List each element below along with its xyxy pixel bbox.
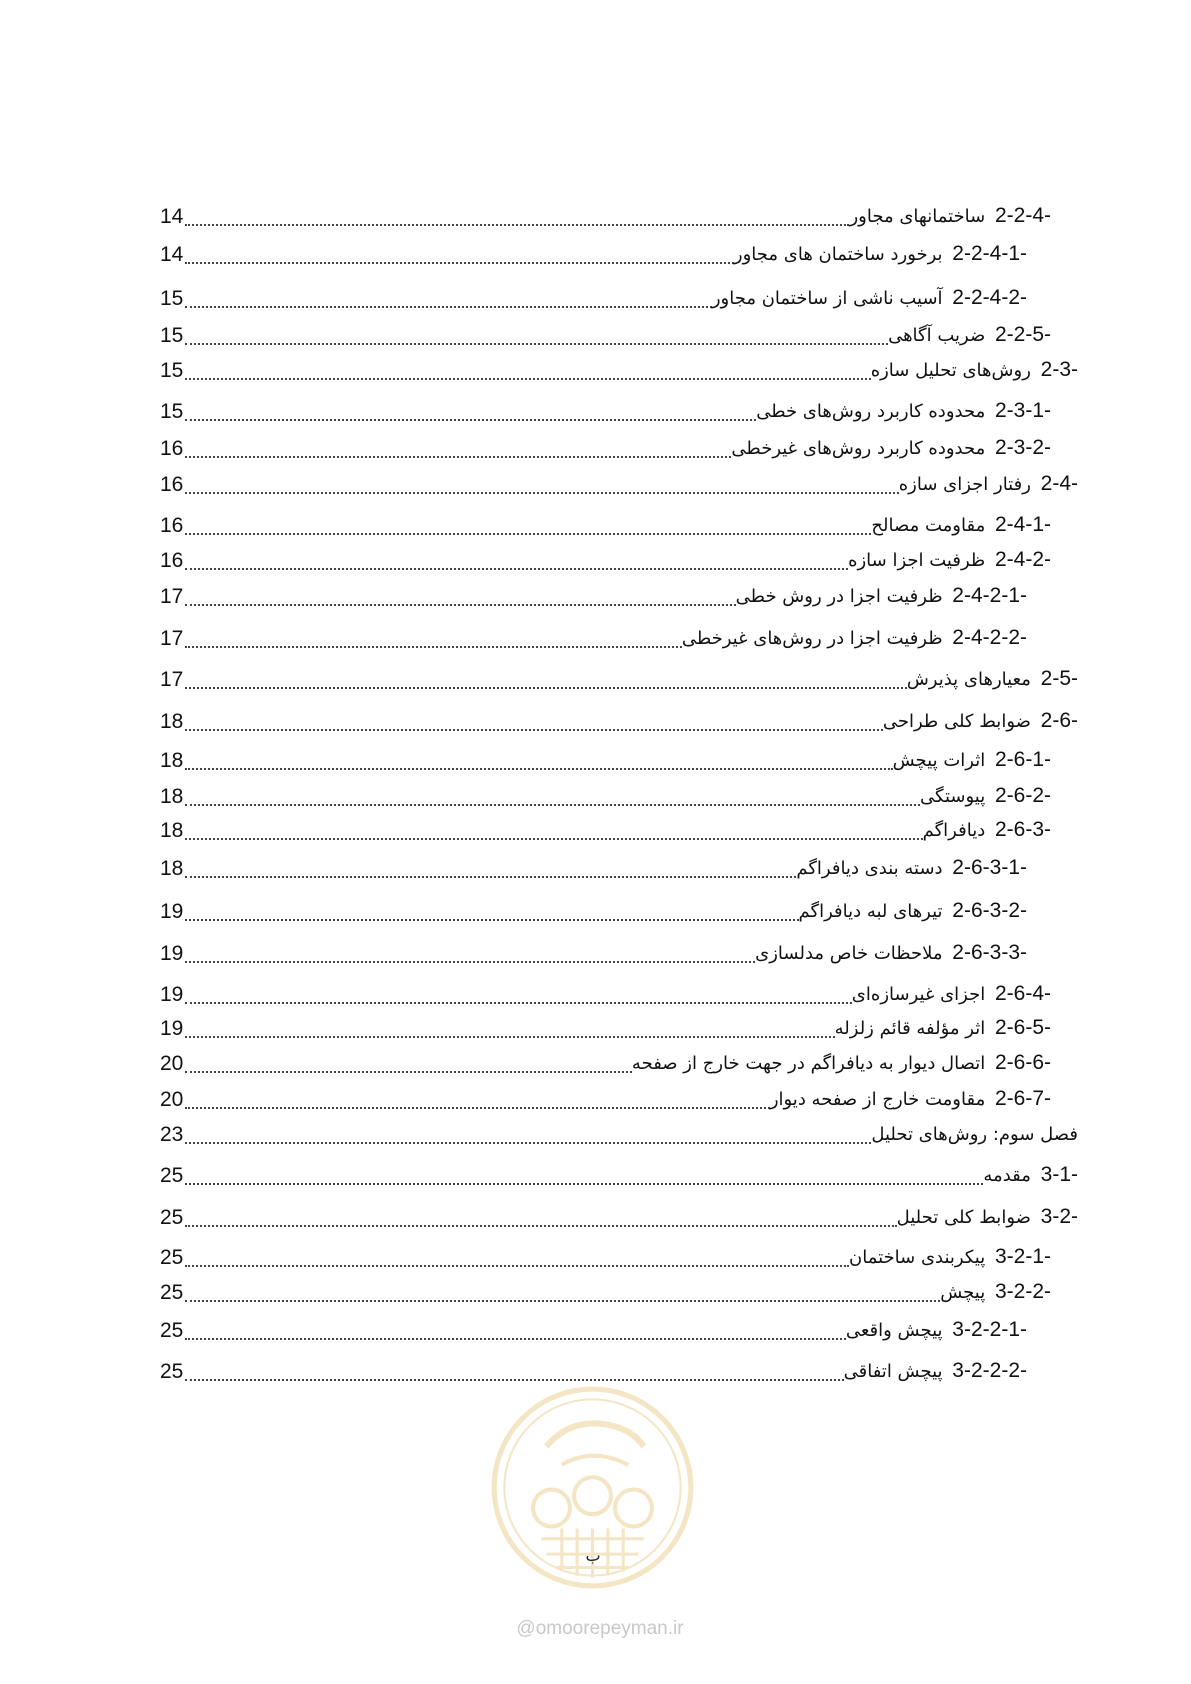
section-title: ضریب آگاهی bbox=[888, 325, 986, 346]
toc-entry-title bbox=[983, 1160, 1078, 1191]
toc-entry-title bbox=[755, 938, 1027, 969]
section-number: 2-4-2-2- bbox=[952, 626, 1027, 649]
section-title: دسته بندی دیافراگم bbox=[796, 858, 943, 879]
toc-page-number: 25 bbox=[160, 1281, 184, 1304]
toc-entry[interactable] bbox=[160, 850, 1027, 884]
dot-leader bbox=[185, 804, 920, 806]
section-number: 2-6-6- bbox=[994, 1051, 1051, 1074]
dot-leader bbox=[185, 224, 849, 226]
page-number-letter: ب bbox=[585, 1546, 601, 1565]
toc-entry[interactable] bbox=[160, 1010, 1051, 1044]
toc-entry-chapter[interactable] bbox=[160, 1116, 1078, 1150]
toc-page-number: 17 bbox=[160, 627, 184, 650]
toc-page-number: 23 bbox=[160, 1123, 184, 1146]
dot-leader bbox=[185, 533, 871, 535]
chapter-title: فصل سوم: روش‌های تحلیل bbox=[871, 1124, 1078, 1145]
dot-leader bbox=[185, 262, 734, 264]
section-number: 2-6-3-3- bbox=[952, 941, 1027, 964]
toc-page-number: 18 bbox=[160, 857, 184, 880]
section-number: 2-6-5- bbox=[994, 1016, 1051, 1039]
toc-entry[interactable] bbox=[160, 430, 1051, 464]
section-title: پیوستگی bbox=[920, 786, 986, 807]
dot-leader bbox=[185, 1225, 896, 1227]
section-title: پیچش اتفاقی bbox=[843, 1361, 943, 1382]
toc-page-number: 19 bbox=[160, 942, 184, 965]
toc-page-number: 15 bbox=[160, 324, 184, 347]
toc-page-number: 16 bbox=[160, 473, 184, 496]
toc-entry[interactable] bbox=[160, 393, 1051, 427]
section-number: 2-2-4- bbox=[994, 204, 1051, 227]
toc-page-number: 20 bbox=[160, 1088, 184, 1111]
toc-entry-title bbox=[846, 1315, 1027, 1346]
section-title: محدوده کاربرد روش‌های خطی bbox=[756, 401, 986, 422]
dot-leader bbox=[185, 604, 735, 606]
toc-entry-title bbox=[835, 1013, 1051, 1044]
section-title: مقاومت خارج از صفحه دیوار bbox=[769, 1089, 986, 1110]
toc-entry[interactable] bbox=[160, 976, 1051, 1010]
toc-entry[interactable] bbox=[160, 812, 1051, 846]
dot-leader bbox=[185, 343, 888, 345]
toc-entry[interactable] bbox=[160, 1274, 1051, 1308]
dot-leader bbox=[185, 1379, 843, 1381]
toc-page-number: 16 bbox=[160, 514, 184, 537]
section-title: ضوابط کلی تحلیل bbox=[896, 1207, 1031, 1228]
dot-leader bbox=[185, 1142, 871, 1144]
toc-entry[interactable] bbox=[160, 236, 1027, 270]
dot-leader bbox=[185, 456, 731, 458]
toc-entry-title bbox=[712, 283, 1027, 314]
section-number: 2-2-4-2- bbox=[952, 286, 1027, 309]
dot-leader bbox=[185, 1071, 632, 1073]
toc-page-number: 14 bbox=[160, 243, 184, 266]
toc-entry-title bbox=[632, 1048, 1051, 1079]
toc-entry-title bbox=[799, 896, 1027, 927]
toc-page-number: 19 bbox=[160, 983, 184, 1006]
section-title: اتصال دیوار به دیافراگم در جهت خارج از صفحه bbox=[631, 1053, 986, 1074]
toc-entry-title bbox=[897, 1202, 1078, 1233]
section-number: 2-2-4-1- bbox=[952, 242, 1027, 265]
toc-entry-title bbox=[844, 1356, 1027, 1387]
section-number: 3-2-2- bbox=[994, 1280, 1051, 1303]
toc-entry[interactable] bbox=[160, 661, 1078, 695]
toc-entry[interactable] bbox=[160, 1081, 1051, 1115]
toc-page-number: 18 bbox=[160, 819, 184, 842]
dot-leader bbox=[185, 1183, 983, 1185]
section-title: روش‌های تحلیل سازه bbox=[870, 360, 1031, 381]
section-title: تیرهای لبه دیافراگم bbox=[798, 901, 943, 922]
toc-entry[interactable] bbox=[160, 1353, 1027, 1387]
section-number: 2-6-3-2- bbox=[952, 899, 1027, 922]
toc-entry-title bbox=[770, 1084, 1051, 1115]
toc-page-number: 16 bbox=[160, 549, 184, 572]
section-title: برخورد ساختمان های مجاور bbox=[733, 244, 943, 265]
toc-entry-title bbox=[940, 1277, 1051, 1308]
toc-page-number: 19 bbox=[160, 1017, 184, 1040]
toc-page-number: 25 bbox=[160, 1246, 184, 1269]
section-number: 3-2-2-1- bbox=[952, 1318, 1027, 1341]
section-number: 2-3-1- bbox=[994, 399, 1051, 422]
section-title: محدوده کاربرد روش‌های غیرخطی bbox=[731, 438, 986, 459]
toc-entry[interactable] bbox=[160, 935, 1027, 969]
section-number: 2-6-2- bbox=[994, 784, 1051, 807]
section-title: معیارهای پذیرش bbox=[906, 669, 1031, 690]
toc-entry-title bbox=[731, 433, 1051, 464]
dot-leader bbox=[185, 687, 906, 689]
section-number: 2-4-1- bbox=[994, 513, 1051, 536]
dot-leader bbox=[185, 1265, 849, 1267]
dot-leader bbox=[185, 568, 848, 570]
toc-entry-title bbox=[682, 623, 1027, 654]
toc-entry[interactable] bbox=[160, 1157, 1078, 1191]
toc-entry[interactable] bbox=[160, 317, 1051, 351]
toc-page-number: 18 bbox=[160, 749, 184, 772]
section-title: پیکربندی ساختمان bbox=[848, 1247, 986, 1268]
toc-entry[interactable] bbox=[160, 466, 1078, 500]
toc-entry[interactable] bbox=[160, 280, 1027, 314]
toc-entry[interactable] bbox=[160, 1312, 1027, 1346]
toc-page-number: 15 bbox=[160, 359, 184, 382]
toc-page-number: 15 bbox=[160, 287, 184, 310]
toc-page-number: 25 bbox=[160, 1164, 184, 1187]
toc-entry[interactable] bbox=[160, 1199, 1078, 1233]
section-title: پیچش bbox=[940, 1282, 986, 1303]
toc-entry-title bbox=[871, 510, 1051, 541]
toc-page-number: 25 bbox=[160, 1206, 184, 1229]
dot-leader bbox=[185, 876, 796, 878]
section-number: 3-2-2-2- bbox=[952, 1359, 1027, 1382]
dot-leader bbox=[185, 838, 922, 840]
toc-page-number: 17 bbox=[160, 585, 184, 608]
dot-leader bbox=[185, 306, 711, 308]
section-number: 2-4-2-1- bbox=[952, 584, 1027, 607]
section-number: 2-3- bbox=[1040, 358, 1078, 381]
toc-entry-title bbox=[734, 239, 1027, 270]
section-title: رفتار اجزای سازه bbox=[898, 474, 1031, 495]
section-title: اثرات پیچش bbox=[892, 750, 986, 771]
toc-entry-title bbox=[893, 745, 1051, 776]
toc-entry[interactable] bbox=[160, 778, 1051, 812]
toc-entry[interactable] bbox=[160, 578, 1027, 612]
section-title: اجزای غیرسازه‌ای bbox=[851, 984, 986, 1005]
section-title: ظرفیت اجزا سازه bbox=[848, 550, 986, 571]
toc-page-number: 16 bbox=[160, 437, 184, 460]
toc-entry-title bbox=[883, 706, 1078, 737]
section-title: پیچش واقعی bbox=[845, 1320, 943, 1341]
toc-entry-title bbox=[907, 664, 1078, 695]
toc-entry[interactable] bbox=[160, 703, 1078, 737]
section-number: 2-6-3- bbox=[994, 818, 1051, 841]
toc-entry-title bbox=[871, 355, 1078, 386]
toc-page-number: 18 bbox=[160, 785, 184, 808]
section-number: 3-2-1- bbox=[994, 1245, 1051, 1268]
toc-entry-title bbox=[852, 979, 1051, 1010]
section-number: 2-6-3-1- bbox=[952, 856, 1027, 879]
section-title: ضوابط کلی طراحی bbox=[882, 711, 1031, 732]
toc-entry[interactable] bbox=[160, 198, 1051, 232]
dot-leader bbox=[185, 646, 681, 648]
section-number: 2-4- bbox=[1040, 472, 1078, 495]
dot-leader bbox=[185, 961, 755, 963]
dot-leader bbox=[185, 419, 756, 421]
toc-entry[interactable] bbox=[160, 352, 1078, 386]
section-title: ظرفیت اجزا در روش‌های غیرخطی bbox=[681, 628, 943, 649]
toc-page-number: 20 bbox=[160, 1052, 184, 1075]
section-number: 2-2-5- bbox=[994, 323, 1051, 346]
toc-page-number: 15 bbox=[160, 400, 184, 423]
toc-entry[interactable] bbox=[160, 507, 1051, 541]
section-number: 2-5- bbox=[1040, 667, 1078, 690]
section-number: 2-6- bbox=[1040, 709, 1078, 732]
toc-entry-title bbox=[848, 545, 1051, 576]
section-title: آسیب ناشی از ساختمان مجاور bbox=[711, 288, 943, 309]
section-number: 2-6-4- bbox=[994, 982, 1051, 1005]
dot-leader bbox=[185, 378, 870, 380]
dot-leader bbox=[185, 1107, 769, 1109]
toc-page-number: 14 bbox=[160, 205, 184, 228]
section-title: ساختمانهای مجاور bbox=[849, 206, 986, 227]
dot-leader bbox=[185, 1300, 940, 1302]
dot-leader bbox=[185, 1338, 845, 1340]
toc-entry-title bbox=[756, 396, 1051, 427]
section-number: 3-1- bbox=[1040, 1163, 1078, 1186]
section-number: 2-6-7- bbox=[994, 1087, 1051, 1110]
section-number: 2-4-2- bbox=[994, 548, 1051, 571]
toc-entry-title bbox=[849, 1242, 1051, 1273]
section-title: مقدمه bbox=[983, 1165, 1031, 1186]
section-title: دیافراگم bbox=[922, 820, 986, 841]
dot-leader bbox=[185, 492, 898, 494]
toc-entry-title bbox=[796, 853, 1027, 884]
section-number: 2-6-1- bbox=[994, 748, 1051, 771]
section-number: 2-3-2- bbox=[994, 436, 1051, 459]
section-title: ظرفیت اجزا در روش خطی bbox=[735, 586, 943, 607]
toc-entry[interactable] bbox=[160, 1045, 1051, 1079]
toc-entry[interactable] bbox=[160, 542, 1051, 576]
toc-entry-title bbox=[920, 781, 1051, 812]
toc-page-number: 25 bbox=[160, 1319, 184, 1342]
dot-leader bbox=[185, 729, 883, 731]
toc-entry[interactable] bbox=[160, 742, 1051, 776]
section-title: اثر مؤلفه قائم زلزله bbox=[834, 1018, 986, 1039]
dot-leader bbox=[185, 1002, 851, 1004]
dot-leader bbox=[185, 768, 892, 770]
toc-entry-title bbox=[899, 469, 1078, 500]
toc-entry[interactable] bbox=[160, 893, 1027, 927]
toc-page-number: 17 bbox=[160, 668, 184, 691]
toc-entry[interactable] bbox=[160, 1239, 1051, 1273]
dot-leader bbox=[185, 919, 798, 921]
toc-entry-title bbox=[923, 815, 1051, 846]
toc-page-number: 19 bbox=[160, 900, 184, 923]
toc-page-number: 25 bbox=[160, 1360, 184, 1383]
section-title: مقاومت مصالح bbox=[871, 515, 986, 536]
dot-leader bbox=[185, 1036, 834, 1038]
section-title: ملاحظات خاص مدلسازی bbox=[755, 943, 943, 964]
section-number: 3-2- bbox=[1040, 1205, 1078, 1228]
toc-entry[interactable] bbox=[160, 620, 1027, 654]
toc-entry-title bbox=[736, 581, 1027, 612]
watermark-url: @omoorepeyman.ir bbox=[516, 1618, 684, 1639]
toc-page-number: 18 bbox=[160, 710, 184, 733]
toc-entry-title bbox=[888, 320, 1051, 351]
toc-entry-title bbox=[849, 201, 1051, 232]
